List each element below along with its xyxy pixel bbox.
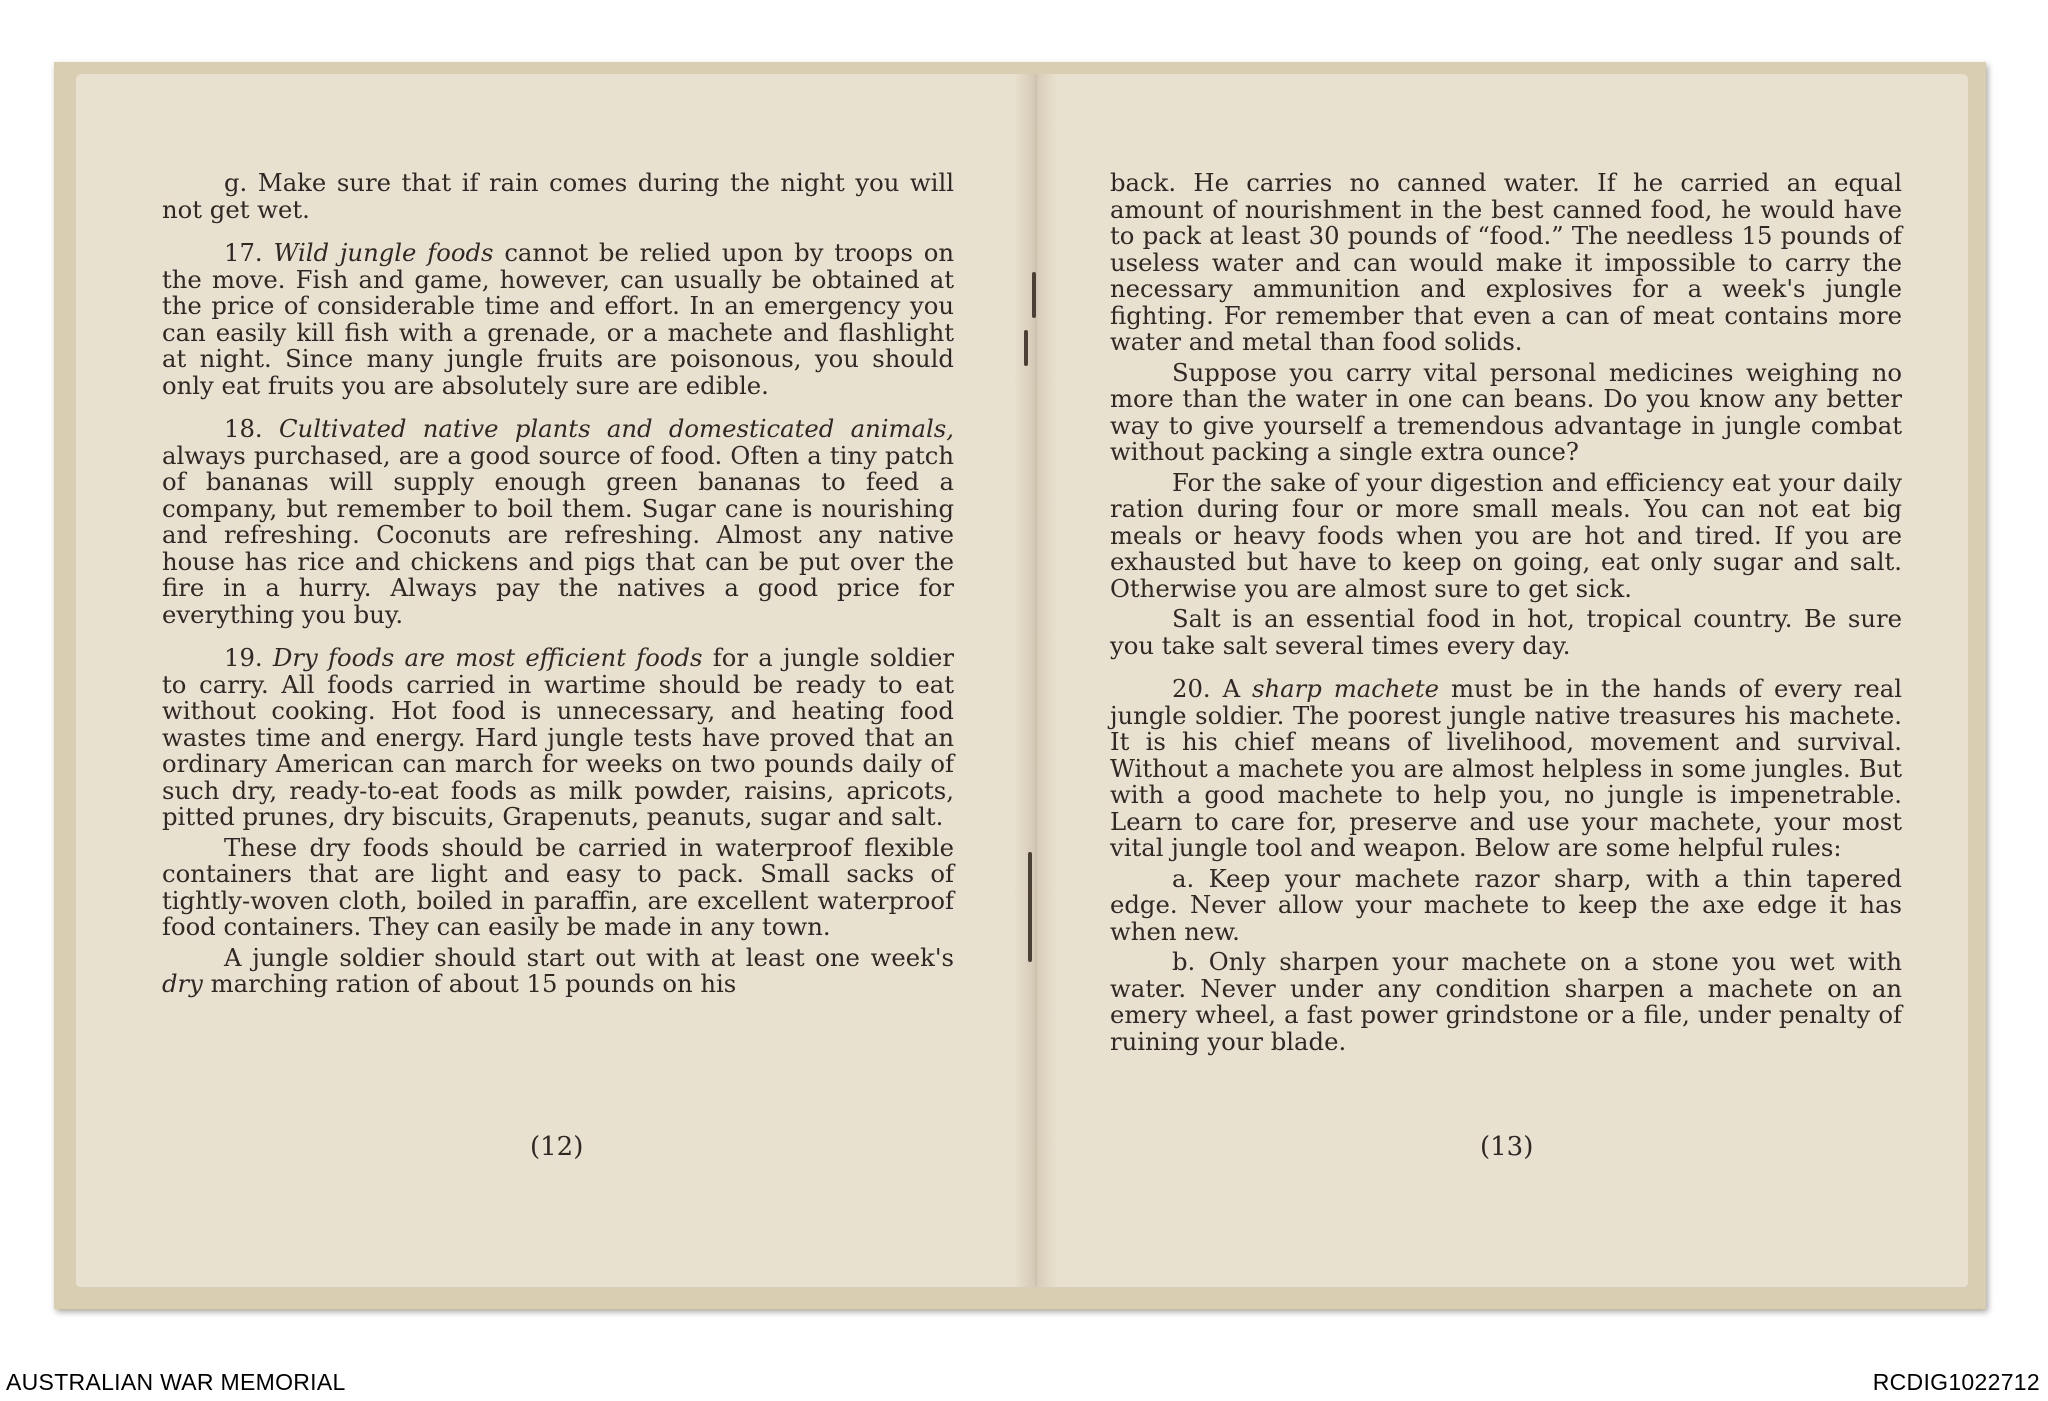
- paragraph: [1110, 170, 1902, 356]
- italic-text: dry: [162, 969, 203, 998]
- italic-text: Wild jungle foods: [273, 238, 494, 267]
- text-run: Suppose you carry vital personal medicines weighing no more than the water in one can beans. Do you know any better way to give yourself a tremendous advantage in jungle combat without packing a single extra ounce?: [1110, 357, 1902, 466]
- paragraph: [162, 240, 954, 399]
- paragraph: [162, 170, 954, 223]
- text-run: back. He carries no canned water. If he carried an equal amount of nourishment in the best canned food, he would have to pack at least 30 pounds of “food.” The needless 15 pounds of useless water and can would make it impossible to carry the necessary ammunition and explosives for a week's jungle fighting. For remember that even a can of meat contains more water and metal than food solids.: [1110, 168, 1902, 356]
- text-run: 18.: [224, 414, 279, 443]
- text-run: A jungle soldier should start out with at least one week's: [224, 942, 954, 972]
- text-run: g. Make sure that if rain comes during the night you will not get wet.: [162, 168, 954, 224]
- paragraph: [162, 645, 954, 831]
- text-run: a. Keep your machete razor sharp, with a thin tapered edge. Never allow your machete to keep the axe edge it has when new.: [1110, 863, 1902, 946]
- left-page-text: [162, 170, 954, 1015]
- paragraph: [1110, 863, 1902, 946]
- text-run: must be in the hands of every real jungle soldier. The poorest jungle native treasures his machete. It is his chief means of livelihood, movement and survival. Without a machete you are almost helpless in some jungles. But with a good machete to help you, no jungle is impenetrable. Learn to care for, preserve and use your machete, your most vital jungle tool and weapon. Below are some helpful rules:: [1110, 674, 1902, 862]
- staple-lower: [1028, 852, 1032, 962]
- text-run: For the sake of your digestion and efficiency eat your daily ration during four or more small meals. You can not eat big meals or heavy foods when you are hot and tired. If you are exhausted but have to keep on going, eat only sugar and salt. Otherwise you are almost sure to get sick.: [1110, 467, 1902, 603]
- staple-bottom: [1024, 330, 1028, 366]
- footer-credit: AUSTRALIAN WAR MEMORIAL: [6, 1369, 346, 1395]
- staple-top: [1032, 272, 1036, 318]
- paragraph: [1110, 676, 1902, 862]
- italic-text: Cultivated native plants and domesticated animals,: [278, 414, 954, 443]
- paragraph: [162, 832, 954, 941]
- footer-catalog-id: RCDIG1022712: [1872, 1369, 2040, 1395]
- paragraph: [1110, 949, 1902, 1055]
- paragraph: [1110, 357, 1902, 466]
- text-run: Salt is an essential food in hot, tropical country. Be sure you take salt several times every day.: [1110, 604, 1902, 660]
- italic-text: sharp machete: [1252, 674, 1440, 703]
- paragraph: [162, 416, 954, 628]
- paragraph: [162, 942, 954, 998]
- right-page-text: [1110, 170, 1902, 1072]
- paragraph: [1110, 606, 1902, 659]
- text-run: marching ration of about 15 pounds on his: [202, 969, 737, 998]
- text-run: 20. A: [1172, 674, 1253, 703]
- text-run: b. Only sharpen your machete on a stone you wet with water. Never under any condition sharpen a machete on an emery wheel, a fast power grindstone or a file, under penalty of ruining your blade.: [1110, 947, 1902, 1056]
- page-number-left: (12): [530, 1132, 584, 1162]
- text-run: for a jungle soldier to carry. All foods carried in wartime should be ready to eat without cooking. Hot food is unnecessary, and heating food wastes time and energy. Hard jungle tests have proved that an ordinary American can march for weeks on two pounds daily of such dry, ready-to-eat foods as milk powder, raisins, apricots, pitted prunes, dry biscuits, Grapenuts, peanuts, sugar and salt.: [162, 643, 954, 831]
- text-run: 17.: [224, 238, 274, 267]
- booklet-gutter: [1014, 74, 1058, 1287]
- text-run: cannot be relied upon by troops on the move. Fish and game, however, can usually be obtained at the price of considerable time and effort. In an emergency you can easily kill fish with a grenade, or a machete and flashlight at night. Since many jungle fruits are poisonous, you should only eat fruits you are absolutely sure are edible.: [162, 238, 954, 400]
- paragraph: [1110, 467, 1902, 603]
- text-run: always purchased, are a good source of food. Often a tiny patch of bananas will supply enough green bananas to feed a company, but remember to boil them. Sugar cane is nourishing and refreshing. Coconuts are refreshing. Almost any native house has rice and chickens and pigs that can be put over the fire in a hurry. Always pay the natives a good price for everything you buy.: [162, 440, 954, 629]
- text-run: These dry foods should be carried in waterproof flexible containers that are light and easy to pack. Small sacks of tightly-woven cloth, boiled in paraffin, are excellent waterproof food containers. They can easily be made in any town.: [162, 832, 954, 941]
- page-number-right: (13): [1480, 1132, 1534, 1162]
- italic-text: Dry foods are most efficient foods: [272, 643, 703, 672]
- text-run: 19.: [224, 643, 273, 672]
